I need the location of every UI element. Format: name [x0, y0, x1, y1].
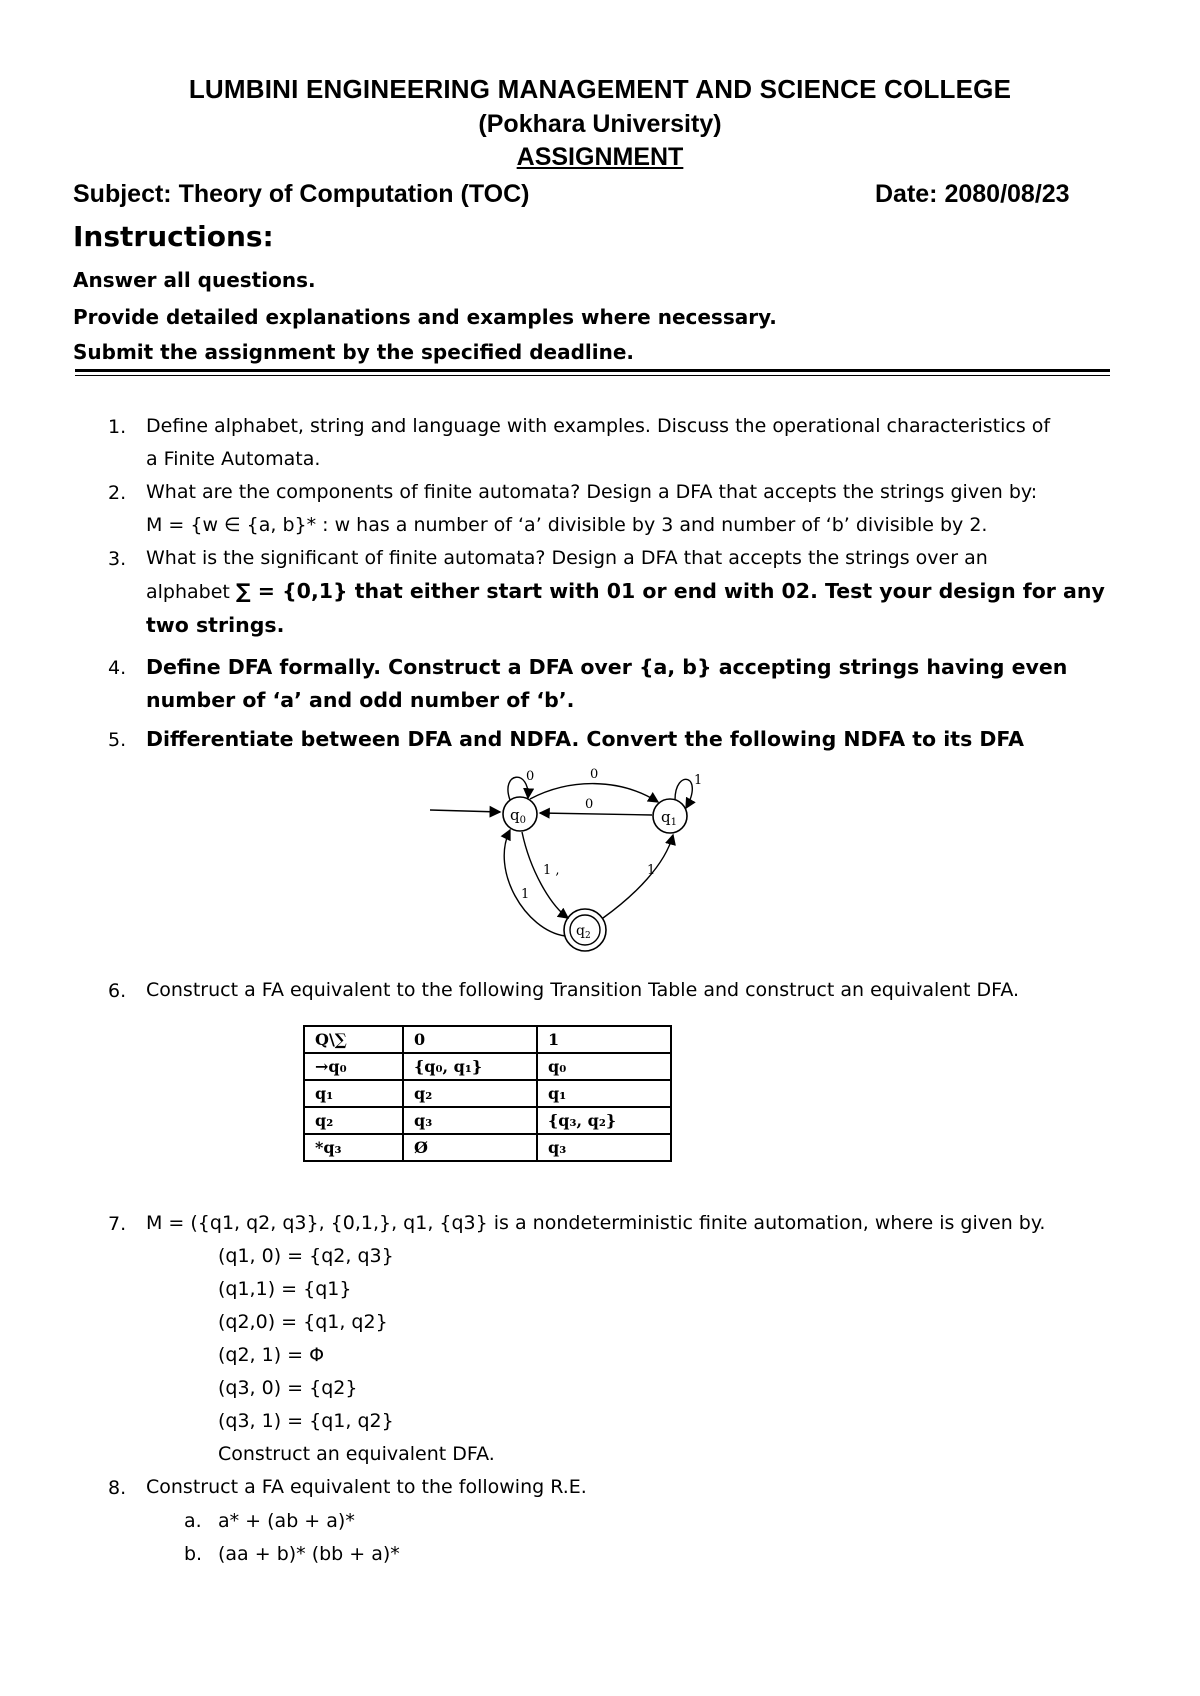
sub-item-label: b. [184, 1543, 203, 1565]
question-6-line: Construct a FA equivalent to the following Transition Table and construct an equivalent DFA. [146, 979, 1020, 1001]
question-number: 6. [108, 980, 127, 1002]
instruction-item: Answer all questions. [73, 268, 316, 292]
table-cell: Ø [403, 1134, 537, 1161]
table-cell: q₃ [537, 1134, 671, 1161]
sub-item-label: a. [184, 1510, 202, 1532]
transition-line: (q2, 1) = Φ [218, 1344, 325, 1366]
table-row [304, 1080, 671, 1107]
question-2-line: What are the components of finite automata? Design a DFA that accepts the strings given by: [146, 481, 1038, 503]
question-number: 7. [108, 1213, 127, 1235]
question-3-text: alphabet [146, 581, 236, 603]
question-2-line: M = {w ∈ {a, b}* : w has a number of ‘a’ divisible by 3 and number of ‘b’ divisible by 2. [146, 514, 988, 536]
table-cell: 0 [403, 1026, 537, 1053]
table-cell: q₂ [403, 1080, 537, 1107]
question-number: 5. [108, 729, 127, 751]
question-1-line: a Finite Automata. [146, 448, 321, 470]
table-cell: {q₃, q₂} [537, 1107, 671, 1134]
question-1 [146, 410, 1136, 476]
question-7-transitions [218, 1240, 1200, 1471]
table-cell: →q₀ [304, 1053, 403, 1080]
question-7 [146, 1207, 1136, 1240]
table-row [304, 1107, 671, 1134]
state-q1-label: $q_1$ [661, 808, 677, 828]
question-4 [146, 651, 1136, 717]
table-cell: 1 [537, 1026, 671, 1053]
edge-label: 1 [647, 863, 656, 878]
edge-q2-q1 [603, 835, 673, 918]
question-4-line: number of ‘a’ and odd number of ‘b’. [146, 688, 575, 712]
state-q2-label: $q_2$ [576, 923, 591, 941]
question-8 [146, 1471, 1136, 1504]
start-arrow [430, 810, 500, 812]
question-3-line: What is the significant of finite automata? Design a DFA that accepts the strings over an [146, 547, 988, 569]
question-number: 3. [108, 548, 127, 570]
table-cell: *q₃ [304, 1134, 403, 1161]
question-6 [146, 974, 1136, 1007]
edge-label: 1 [521, 887, 530, 902]
college-name: LUMBINI ENGINEERING MANAGEMENT AND SCIENCE COLLEGE [188, 74, 1012, 104]
edge-label: 0 [590, 767, 599, 782]
edge-q0-q1 [530, 784, 658, 802]
question-5-line: Differentiate between DFA and NDFA. Convert the following NDFA to its DFA [146, 727, 1024, 751]
table-cell: q₃ [403, 1107, 537, 1134]
transition-table [303, 1025, 672, 1162]
transition-line: (q2,0) = {q1, q2} [218, 1311, 388, 1333]
university-name: (Pokhara University) [478, 110, 722, 138]
table-row [304, 1134, 671, 1161]
edge-label: 1 , [543, 863, 560, 878]
transition-line: (q3, 1) = {q1, q2} [218, 1410, 394, 1432]
transition-line: (q1, 0) = {q2, q3} [218, 1245, 394, 1267]
table-row [304, 1053, 671, 1080]
table-cell: q₂ [304, 1107, 403, 1134]
subject-line: Subject: Theory of Computation (TOC) [73, 180, 530, 208]
question-2 [146, 476, 1136, 542]
table-cell: {q₀, q₁} [403, 1053, 537, 1080]
question-number: 1. [108, 416, 127, 438]
regex-b: (aa + b)* (bb + a)* [218, 1543, 400, 1565]
edge-label: 0 [526, 769, 535, 784]
edge-q2-q0 [504, 830, 565, 936]
question-3-bold-text: ∑ = {0,1} that either start with 01 or end with 02. Test your design for any [235, 579, 1105, 603]
edge-label: 0 [585, 797, 594, 812]
question-number: 2. [108, 482, 127, 504]
instruction-item: Submit the assignment by the specified deadline. [73, 340, 634, 364]
table-header-row [304, 1026, 671, 1053]
date-line: Date: 2080/08/23 [875, 180, 1070, 208]
edge-label: 1 [694, 773, 703, 788]
divider-thick [75, 369, 1110, 372]
nfa-diagram [430, 760, 720, 960]
question-7-line: M = ({q1, q2, q3}, {0,1,}, q1, {q3} is a nondeterministic finite automation, where is given by. [146, 1212, 1046, 1234]
instructions-heading: Instructions: [73, 220, 274, 253]
question-5 [146, 723, 1136, 756]
question-3-line: two strings. [146, 613, 285, 637]
table-cell: q₁ [304, 1080, 403, 1107]
regex-a: a* + (ab + a)* [218, 1510, 355, 1532]
instruction-item: Provide detailed explanations and examples where necessary. [73, 305, 777, 329]
edge-q1-q0 [540, 813, 652, 815]
state-q0-label: $q_0$ [510, 806, 526, 826]
question-number: 8. [108, 1477, 127, 1499]
document-type: ASSIGNMENT [516, 143, 684, 171]
divider-thin [75, 375, 1110, 376]
question-3-line [146, 575, 1136, 609]
transition-line: Construct an equivalent DFA. [218, 1443, 495, 1465]
question-3 [146, 542, 1136, 642]
question-1-line: Define alphabet, string and language with examples. Discuss the operational characteristics of [146, 415, 1051, 437]
table-cell: q₁ [537, 1080, 671, 1107]
question-4-line: Define DFA formally. Construct a DFA over {a, b} accepting strings having even [146, 655, 1068, 679]
table-cell: q₀ [537, 1053, 671, 1080]
transition-line: (q3, 0) = {q2} [218, 1377, 358, 1399]
question-8-line: Construct a FA equivalent to the following R.E. [146, 1476, 587, 1498]
table-cell: Q\∑ [304, 1026, 403, 1053]
question-number: 4. [108, 657, 127, 679]
transition-line: (q1,1) = {q1} [218, 1278, 352, 1300]
